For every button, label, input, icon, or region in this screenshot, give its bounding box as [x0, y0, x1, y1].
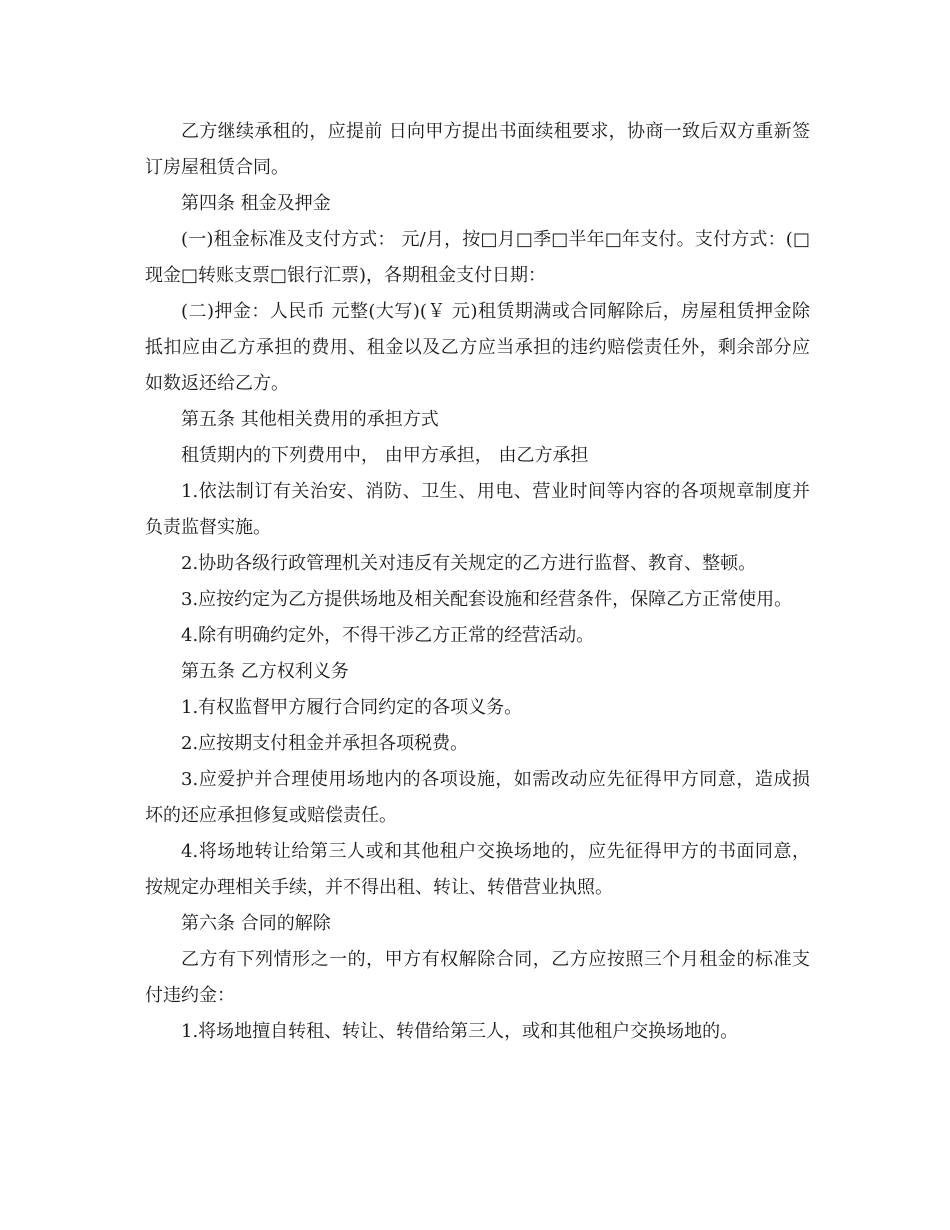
paragraph-rent-standard: (一)租金标准及支付方式： 元/月，按□月□季□半年□年支付。支付方式：(□现金□转账支票□银行汇票)，各期租金支付日期：: [145, 229, 810, 286]
list-item: 2.应按期支付租金并承担各项税费。: [181, 733, 469, 754]
paragraph-termination-intro: 乙方有下列情形之一的，甲方有权解除合同，乙方应按照三个月租金的标准支付违约金：: [145, 949, 810, 1006]
list-item: 1.有权监督甲方履行合同约定的各项义务。: [181, 697, 523, 718]
list-item: 4.将场地转让给第三人或和其他租户交换场地的，应先征得甲方的书面同意，按规定办理相关手续，并不得出租、转让、转借营业执照。: [145, 841, 810, 898]
list-item: 1.将场地擅自转租、转让、转借给第三人，或和其他租户交换场地的。: [181, 1021, 739, 1042]
paragraph-renewal: 乙方继续承租的，应提前 日向甲方提出书面续租要求，协商一致后双方重新签订房屋租赁合同。: [145, 121, 810, 178]
list-item: 1.依法制订有关治安、消防、卫生、用电、营业时间等内容的各项规章制度并负责监督实施。: [145, 481, 810, 538]
paragraph-fees-intro: 租赁期内的下列费用中， 由甲方承担， 由乙方承担: [181, 445, 589, 466]
paragraph-deposit: (二)押金：人民币 元整(大写)(￥ 元)租赁期满或合同解除后，房屋租赁押金除抵扣应由乙方承担的费用、租金以及乙方应当承担的违约赔偿责任外，剩余部分应如数返还给乙方。: [145, 301, 810, 394]
heading-article-6: 第六条 合同的解除: [181, 913, 331, 934]
list-item: 3.应爱护并合理使用场地内的各项设施，如需改动应先征得甲方同意，造成损坏的还应承担修复或赔偿责任。: [145, 769, 810, 826]
list-item: 3.应按约定为乙方提供场地及相关配套设施和经营条件，保障乙方正常使用。: [181, 589, 793, 610]
list-item: 2.协助各级行政管理机关对违反有关规定的乙方进行监督、教育、整顿。: [181, 553, 757, 574]
list-item: 4.除有明确约定外，不得干涉乙方正常的经营活动。: [181, 625, 595, 646]
heading-article-4: 第四条 租金及押金: [181, 193, 331, 214]
heading-article-5-fees: 第五条 其他相关费用的承担方式: [181, 409, 439, 430]
heading-article-5-rights: 第五条 乙方权利义务: [181, 661, 349, 682]
document-body: [145, 114, 810, 1050]
